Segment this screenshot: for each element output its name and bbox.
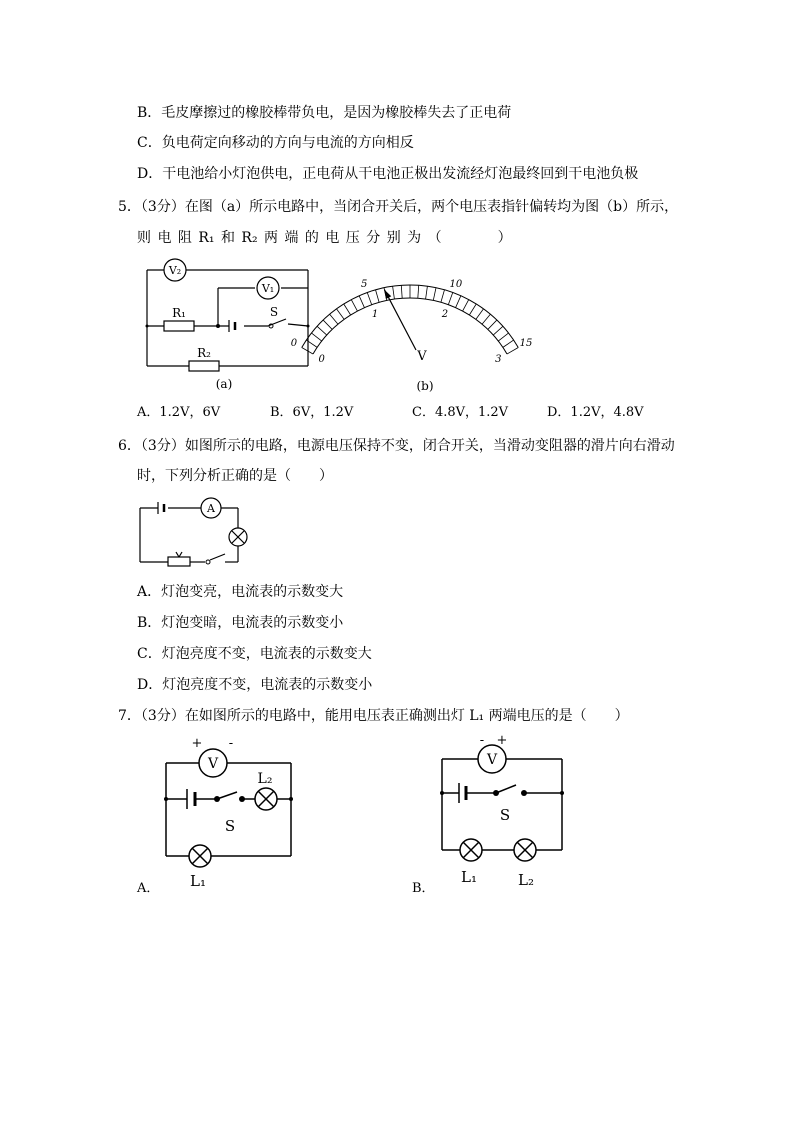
q6-option-d: D．灯泡亮度不变，电流表的示数变小 <box>137 677 373 693</box>
dial-top-tick-label: 5 <box>360 279 368 291</box>
dial-tick <box>330 314 338 324</box>
r2-label: R₂ <box>197 346 211 360</box>
l2-label: L₂ <box>257 771 273 787</box>
figure-b-label: B． <box>412 881 435 896</box>
voltmeter-label: V <box>207 756 219 772</box>
dial-bottom-tick-label: 1 <box>371 309 379 321</box>
dial-tick <box>488 320 497 329</box>
dial-tick <box>351 300 357 311</box>
q6-circuit <box>138 498 253 570</box>
switch-label: S <box>269 305 279 319</box>
dial-tick <box>393 286 395 299</box>
q6-stem-line2: 时，下列分析正确的是（ ） <box>137 468 333 484</box>
q7-circuit-a <box>135 735 300 895</box>
q5-option-d: D．1.2V，4.8V <box>547 405 644 420</box>
q7-stem: 7．（3分）在如图所示的电路中，能用电压表正确测出灯 L₁ 两端电压的是（ ） <box>118 708 629 724</box>
dial-tick <box>469 304 476 315</box>
q4-option-b: B．毛皮摩擦过的橡胶棒带负电，是因为橡胶棒失去了正电荷 <box>137 105 512 121</box>
q4-option-d: D．干电池给小灯泡供电，正电荷从干电池正极出发流经灯泡最终回到干电池负极 <box>137 166 639 182</box>
dial-tick <box>507 348 518 355</box>
dial-tick <box>376 290 380 302</box>
dial-tick <box>503 340 514 347</box>
q5-stem-line2: 则 电 阻 R₁ 和 R₂ 两 端 的 电 压 分 别 为 （ ） <box>137 230 512 246</box>
plus-sign: + <box>191 736 203 751</box>
switch-label: S <box>499 806 511 824</box>
dial-tick <box>344 304 351 315</box>
ammeter-label: A <box>207 502 215 515</box>
l1-label: L₁ <box>461 868 477 886</box>
dial-tick <box>482 314 490 324</box>
q5-voltmeter-dial <box>290 260 533 395</box>
q7-circuit-b <box>410 735 570 895</box>
minus-sign: - <box>228 736 234 751</box>
dial-tick <box>401 285 402 298</box>
voltmeter-label: V <box>486 752 498 768</box>
fig-a-caption: (a) <box>215 377 233 391</box>
q4-option-c: C．负电荷定向移动的方向与电流的方向相反 <box>137 135 414 151</box>
dial-tick <box>433 288 436 301</box>
l2-label: L₂ <box>518 871 534 889</box>
dial-tick <box>359 296 364 308</box>
q5-circuit-a <box>140 254 320 394</box>
q5-stem-line1: 5．（3分）在图（a）所示电路中，当闭合开关后，两个电压表指针偏转均为图（b）所示， <box>118 199 679 215</box>
minus-sign: - <box>479 733 485 748</box>
dial-tick <box>441 290 445 302</box>
l1-label: L₁ <box>190 872 206 890</box>
figure-a-label: A． <box>137 881 160 896</box>
dial-tick <box>448 293 452 305</box>
unit-label: V <box>417 349 427 364</box>
plus-sign: + <box>496 733 508 748</box>
switch-label: S <box>224 817 236 835</box>
q6-option-b: B．灯泡变暗，电流表的示数变小 <box>137 615 344 631</box>
r1-label: R₁ <box>172 306 186 320</box>
fig-b-caption: (b) <box>416 379 434 393</box>
q5-option-a: A．1.2V，6V <box>137 405 221 420</box>
q6-option-c: C．灯泡亮度不变，电流表的示数变大 <box>137 646 372 662</box>
dial-tick <box>367 293 371 305</box>
dial-tick <box>476 309 484 320</box>
v1-label: V₁ <box>261 282 275 295</box>
dial-tick <box>493 326 503 335</box>
dial-top-tick-label: 15 <box>519 338 533 349</box>
dial-tick <box>498 333 508 341</box>
q6-stem-line1: 6．（3分）如图所示的电路，电源电压保持不变，闭合开关，当滑动变阻器的滑片向右滑动 <box>118 438 675 454</box>
dial-tick <box>426 286 428 299</box>
dial-tick <box>418 285 419 298</box>
dial-top-tick-label: 0 <box>290 338 298 349</box>
dial-tick <box>323 320 332 329</box>
q5-option-c: C．4.8V，1.2V <box>412 405 509 420</box>
v2-label: V₂ <box>168 264 182 277</box>
q5-option-b: B．6V，1.2V <box>270 405 354 420</box>
dial-bottom-tick-label: 0 <box>318 354 325 365</box>
dial-top-tick-label: 10 <box>449 279 463 291</box>
dial-tick <box>463 300 469 311</box>
dial-bottom-tick-label: 3 <box>495 354 502 365</box>
q6-option-a: A．灯泡变亮，电流表的示数变大 <box>137 584 344 600</box>
dial-tick <box>337 309 345 320</box>
dial-bottom-tick-label: 2 <box>441 309 449 321</box>
dial-tick <box>456 296 461 308</box>
